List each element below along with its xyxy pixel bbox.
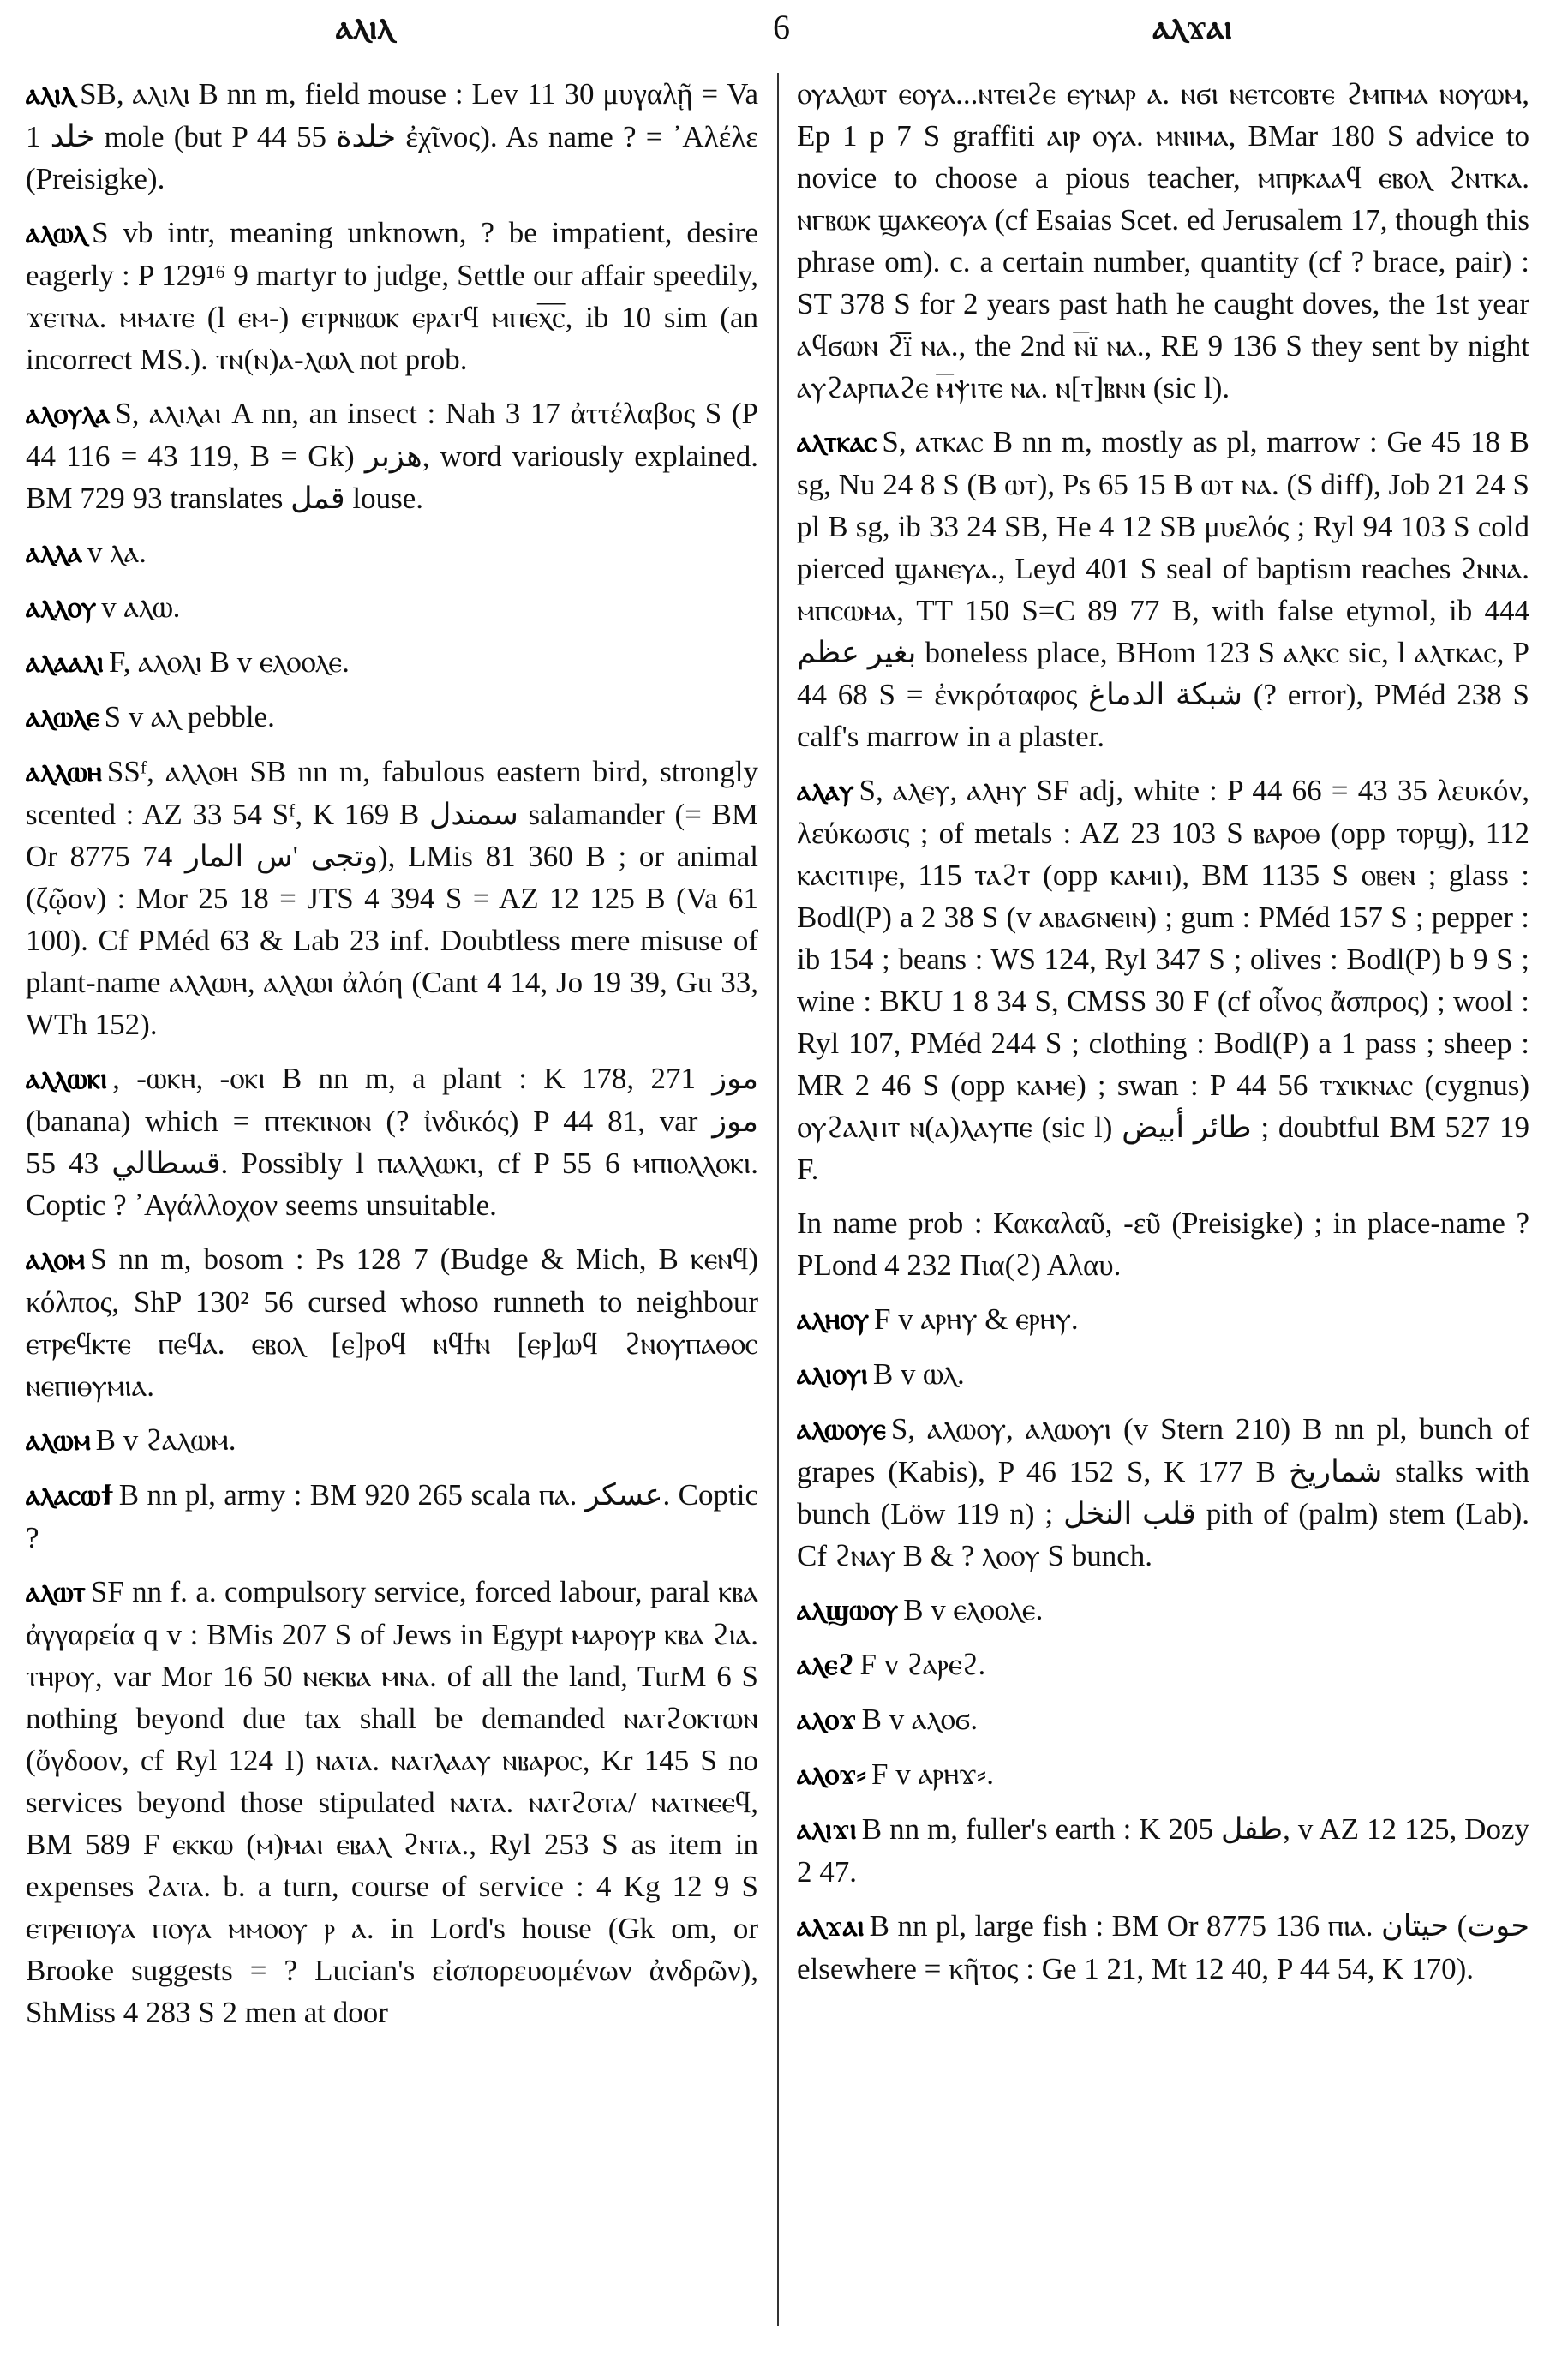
entry-text: F v ϩⲁⲣⲉϩ.: [859, 1648, 986, 1681]
entry-text: ⲟⲩⲁⲗⲱⲧ ⲉⲟⲩⲁ...ⲛⲧⲉⲓϩⲉ ⲉⲩⲛⲁⲣ ⲁ. ⲛϭⲓ ⲛⲉⲧⲥⲟⲃⲧⲉ ϩⲙⲡⲙⲁ ⲛⲟⲩⲱⲙ, Ep 1 p 7 S graffiti ⲁⲓⲣ ⲟⲩⲁ. ⲙⲛⲓⲙⲁ, BMar 180 S advice to novice to choose a pious teacher, ⲙⲡⲣⲕⲁⲁϥ ⲉⲃⲟⲗ ϩⲛⲧⲕⲁ. ⲛⲅⲃⲱⲕ ϣⲁⲕⲉⲟⲩⲁ (cf Esaias Scet. ed Jerusalem 17, though this phrase om). c. a certain number, quantity (cf ? brace, pair) : ST 378 S for 2 years past hath he caught doves, the 1st year ⲁϥϭⲱⲛ ϩ̅ï ⲛⲁ., the 2nd ⲛ̅ï ⲛⲁ., RE 9 136 S they sent by night ⲁⲩϩⲁⲣⲡⲁϩⲉ ⲙ̅ⲯⲓⲧⲉ ⲛⲁ. ⲛ[ⲧ]ⲃⲛⲛ (sic l).: [797, 77, 1529, 404]
dictionary-entry: [26, 751, 758, 1045]
entry-text: F, ⲁⲗⲟⲗⲓ B v ⲉⲗⲟⲟⲗⲉ.: [109, 645, 350, 679]
dictionary-entry: [26, 696, 758, 739]
entry-headword: ⲁⲗⲗⲱⲕⲓ: [26, 1062, 108, 1096]
header-right-guide-word: ⲁⲗϫⲁⲓ: [1152, 8, 1232, 46]
entry-text: , -ⲱⲕⲏ, -ⲟⲕⲓ B nn m, a plant : K 178, 271 موز (banana) which = ⲡⲧⲉⲕⲓⲛⲟⲛ (? ἰνδικός) P 44 81, var موز قسطالي 43 55. Possibly l ⲡⲁⲗⲗⲱⲕⲓ, cf P 55 6 ⲙⲡⲓⲟⲗⲗⲟⲕⲓ. Coptic ? ᾿Αγάλλοχον seems unsuitable.: [26, 1062, 758, 1222]
entry-headword: ⲁⲗⲗⲁ: [26, 536, 82, 570]
entry-text: F v ⲁⲣⲏϫ⸗.: [871, 1757, 995, 1791]
entry-headword: ⲁⲗϣⲱⲟⲩ: [797, 1593, 899, 1627]
dictionary-entry: [797, 1298, 1529, 1341]
dictionary-entry: [26, 1419, 758, 1462]
entry-headword: ⲁⲗⲓⲟⲩⲓ: [797, 1357, 868, 1392]
entry-headword: ⲁⲗⲧⲕⲁⲥ: [797, 425, 877, 459]
entry-headword: ⲁⲗⲱⲙ: [26, 1423, 91, 1458]
entry-text: B v ⲁⲗⲟϭ.: [861, 1703, 979, 1736]
dictionary-entry: [797, 1589, 1529, 1632]
entry-text: B nn pl, large fish : BM Or 8775 136 ⲡⲓⲁ. حيتان (حوت elsewhere = κῆτος : Ge 1 21, Mt 12 40, P 44 54, K 170).: [797, 1909, 1529, 1985]
entry-text: S, ⲁⲗⲓⲗⲁⲓ A nn, an insect : Nah 3 17 ἀττέλαβος S (P 44 116 = 43 119, B = Gk) هزبر, word variously explained. BM 729 93 translates قمل louse.: [26, 397, 758, 515]
entry-headword: ⲁⲗϫⲁⲓ: [797, 1909, 865, 1943]
dictionary-entry: [26, 1571, 758, 2033]
dictionary-entry: [26, 392, 758, 519]
entry-text: In name prob : Κακαλαῦ, -εῦ (Preisigke) ; in place-name ? PLond 4 232 Πια(ϩ) Αλαυ.: [797, 1206, 1529, 1282]
entry-text: S, ⲁⲗⲉⲩ, ⲁⲗⲏⲩ SF adj, white : P 44 66 = 43 35 λευκόν, λεύκωσις ; of metals : AZ 23 103 S ⲃⲁⲣⲟⲑ (opp ⲧⲟⲣϣ), 112 ⲕⲁⲥⲓⲧⲏⲣⲉ, 115 ⲧⲁϩⲧ (opp ⲕⲁⲙⲏ), BM 1135 S ⲟⲃⲉⲛ ; glass : Bodl(P) a 2 38 S (v ⲁⲃⲁϭⲛⲉⲓⲛ) ; gum : PMéd 157 S ; pepper : ib 154 ; beans : WS 124, Ryl 347 S ; olives : Bodl(P) b 9 S ; wine : BKU 1 8 34 S, CMSS 30 F (cf οἶνος ἄσπρος) ; wool : Ryl 107, PMéd 244 S ; clothing : Bodl(P) a 1 pass ; sheep : MR 2 46 S (opp ⲕⲁⲙⲉ) ; swan : P 44 56 ⲧϫⲓⲕⲛⲁⲥ (cygnus) ⲟⲩϩⲁⲗⲏⲧ ⲛ(ⲁ)ⲗⲁⲩⲡⲉ (sic l) طائر أبيض ; doubtful BM 527 19 F.: [797, 774, 1529, 1186]
column-divider: [777, 73, 779, 2326]
entry-text: SB, ⲁⲗⲓⲗⲓ B nn m, field mouse : Lev 11 30 μυγαλῇ = Va 1 خلد mole (but P 44 55 خلدة ἐχῖνος). As name ? = ᾿Αλέλε (Preisigke).: [26, 77, 758, 195]
dictionary-entry: [797, 73, 1529, 409]
dictionary-entry: [797, 1644, 1529, 1686]
entry-headword: ⲁⲗⲗⲟⲩ: [26, 590, 97, 625]
entry-headword: ⲁⲗⲱⲧ: [26, 1575, 86, 1609]
entry-text: v ⲁⲗⲱ.: [101, 590, 181, 624]
entry-text: S, ⲁⲗⲱⲟⲩ, ⲁⲗⲱⲟⲩⲓ (v Stern 210) B nn pl, bunch of grapes (Kabis), P 46 152 S, K 177 B شماريخ stalks with bunch (Löw 119 n) ; قلب النخل pith of (palm) stem (Lab). Cf ϩⲛⲁⲩ B & ? ⲗⲟⲟⲩ S bunch.: [797, 1412, 1529, 1572]
entry-headword: ⲁⲗⲟⲙ: [26, 1242, 86, 1277]
entry-headword: ⲁⲗⲟϫ: [797, 1703, 857, 1737]
dictionary-entry: [797, 1753, 1529, 1796]
entry-text: B v ϩⲁⲗⲱⲙ.: [95, 1423, 236, 1457]
header-left-guide-word: ⲁⲗⲓⲗ: [336, 8, 394, 46]
right-column: [797, 73, 1529, 2344]
entry-headword: ⲁⲗⲗⲱⲏ: [26, 755, 102, 789]
entry-text: SSᶠ, ⲁⲗⲗⲟⲏ SB nn m, fabulous eastern bird, strongly scented : AZ 33 54 Sᶠ, K 169 B سمندل salamander (= BM Or 8775 74 وتجى 'س المار), LMis 81 360 B ; or animal (ζῷον) : Mor 25 18 = JTS 4 394 S = AZ 12 125 B (Va 61 100). Cf PMéd 63 & Lab 23 inf. Doubtless mere misuse of plant-name ⲁⲗⲗⲱⲏ, ⲁⲗⲗⲱⲓ ἀλόη (Cant 4 14, Jo 19 39, Gu 33, WTh 152).: [26, 755, 758, 1041]
entry-text: S, ⲁⲧⲕⲁⲥ B nn m, mostly as pl, marrow : Ge 45 18 B sg, Nu 24 8 S (B ⲱⲧ), Ps 65 15 B ⲱⲧ ⲛⲁ. (S diff), Job 21 24 S pl B sg, ib 33 24 SB, He 4 12 SB μυελός ; Ryl 94 103 S cold pierced ϣⲁⲛⲉⲩⲁ., Leyd 401 S seal of baptism reaches ϩⲛⲛⲁ. ⲙⲡⲥⲱⲙⲁ, TT 150 S=C 89 77 B, with false etymol, ib 444 بغير عظم boneless place, BHom 123 S ⲁⲗⲕⲥ sic, l ⲁⲗⲧⲕⲁⲥ, P 44 68 S = ἐνκρόταφος شبكة الدماغ (? error), PMéd 238 S calf's marrow in a plaster.: [797, 425, 1529, 753]
entry-text: SF nn f. a. compulsory service, forced labour, paral ⲕⲃⲁ ἀγγαρεία q v : BMis 207 S of Jews in Egypt ⲙⲁⲣⲟⲩⲣ ⲕⲃⲁ ϩⲓⲁ. ⲧⲏⲣⲟⲩ, var Mor 16 50 ⲛⲉⲕⲃⲁ ⲙⲛⲁ. of all the land, TurM 6 S nothing beyond due tax shall be demanded ⲛⲁⲧϩⲟⲕⲧⲱⲛ (ὄγδοον, cf Ryl 124 I) ⲛⲁⲧⲁ. ⲛⲁⲧⲗⲁⲁⲩ ⲛⲃⲁⲣⲟⲥ, Kr 145 S no services beyond those stipulated ⲛⲁⲧⲁ. ⲛⲁⲧϩⲟⲧⲁ/ ⲛⲁⲧⲛⲉⲉϥ, BM 589 F ⲉⲕⲕⲱ (ⲙ)ⲙⲁⲓ ⲉⲃⲁⲗ ϩⲛⲧⲁ., Ryl 253 S as item in expenses ϩⲁⲧⲁ. b. a turn, course of service : 4 Kg 12 9 S ⲉⲧⲣⲉⲡⲟⲩⲁ ⲡⲟⲩⲁ ⲙⲙⲟⲟⲩ ⲣ ⲁ. in Lord's house (Gk om, or Brooke suggests = ? Lucian's εἰσπορευομένων ἀνδρῶν), ShMiss 4 283 S 2 men at door: [26, 1575, 758, 2029]
entry-headword: ⲁⲗⲁⲁⲗⲓ: [26, 645, 105, 680]
dictionary-entry: [26, 641, 758, 684]
entry-text: B v ⲱⲗ.: [872, 1357, 965, 1391]
dictionary-entry: [797, 1808, 1529, 1893]
dictionary-entry: [797, 1353, 1529, 1396]
entry-headword: ⲁⲗⲱⲟⲩⲉ: [797, 1412, 886, 1446]
entry-text: B nn pl, army : BM 920 265 scala ⲡⲁ. عسكر. Coptic ?: [26, 1478, 758, 1554]
entry-headword: ⲁⲗⲟϫ⸗: [797, 1757, 866, 1792]
entry-headword: ⲁⲗⲱⲗⲉ: [26, 700, 99, 734]
dictionary-entry: [26, 586, 758, 629]
entry-text: v ⲗⲁ.: [87, 536, 147, 569]
entry-headword: ⲁⲗⲓϫⲓ: [797, 1812, 857, 1847]
entry-text: F v ⲁⲣⲏⲩ & ⲉⲣⲏⲩ.: [874, 1302, 1079, 1336]
dictionary-entry: [26, 1057, 758, 1226]
entry-text: B v ⲉⲗⲟⲟⲗⲉ.: [903, 1593, 1044, 1626]
entry-headword: ⲁⲗⲓⲗ: [26, 77, 75, 111]
dictionary-entry: [797, 421, 1529, 757]
dictionary-entry: [26, 212, 758, 380]
entry-headword: ⲁⲗⲉϩ: [797, 1648, 855, 1682]
entry-headword: ⲁⲗⲁⲥⲱϯ: [26, 1478, 114, 1512]
dictionary-entry: [797, 1202, 1529, 1286]
entry-headword: ⲁⲗⲱⲗ: [26, 216, 87, 250]
entry-text: S nn m, bosom : Ps 128 7 (Budge & Mich, B ⲕⲉⲛϥ) κόλπος, ShP 130² 56 cursed whoso runneth to neighbour ⲉⲧⲣⲉϥⲕⲧⲉ ⲡⲉϥⲁ. ⲉⲃⲟⲗ [ⲉ]ⲣⲟϥ ⲛϥϯⲛ [ⲉⲣ]ⲱϥ ϩⲛⲟⲩⲡⲁⲑⲟⲥ ⲛⲉⲡⲓⲑⲩⲙⲓⲁ.: [26, 1242, 758, 1403]
entry-headword: ⲁⲗⲏⲟⲩ: [797, 1302, 870, 1337]
left-column: [26, 73, 758, 2344]
dictionary-entry: [26, 1474, 758, 1559]
entry-text: S vb intr, meaning unknown, ? be impatient, desire eagerly : P 129¹⁶ 9 martyr to judge, Settle our affair speedily, ϫⲉⲧⲛⲁ. ⲙⲙⲁⲧⲉ (l ⲉⲙ-) ⲉⲧⲣⲛⲃⲱⲕ ⲉⲣⲁⲧϥ ⲙⲡⲉⲭ̅ⲥ̅, ib 10 sim (an incorrect MS.). ⲧⲛ(ⲛ)ⲁ-ⲗⲱⲗ not prob.: [26, 216, 758, 376]
page-number: 6: [773, 8, 790, 46]
dictionary-entry: [797, 1698, 1529, 1741]
dictionary-entry: [26, 531, 758, 574]
dictionary-entry: [26, 73, 758, 200]
dictionary-entry: [797, 769, 1529, 1190]
entry-text: B nn m, fuller's earth : K 205 طفل, v AZ 12 125, Dozy 2 47.: [797, 1812, 1529, 1889]
entry-headword: ⲁⲗⲁⲩ: [797, 774, 854, 808]
dictionary-entry: [26, 1238, 758, 1407]
dictionary-entry: [797, 1408, 1529, 1577]
page-header: [27, 7, 1541, 58]
entry-text: S v ⲁⲗ pebble.: [104, 700, 275, 733]
entry-headword: ⲁⲗⲟⲩⲗⲁ: [26, 397, 111, 431]
dictionary-entry: [797, 1905, 1529, 1990]
